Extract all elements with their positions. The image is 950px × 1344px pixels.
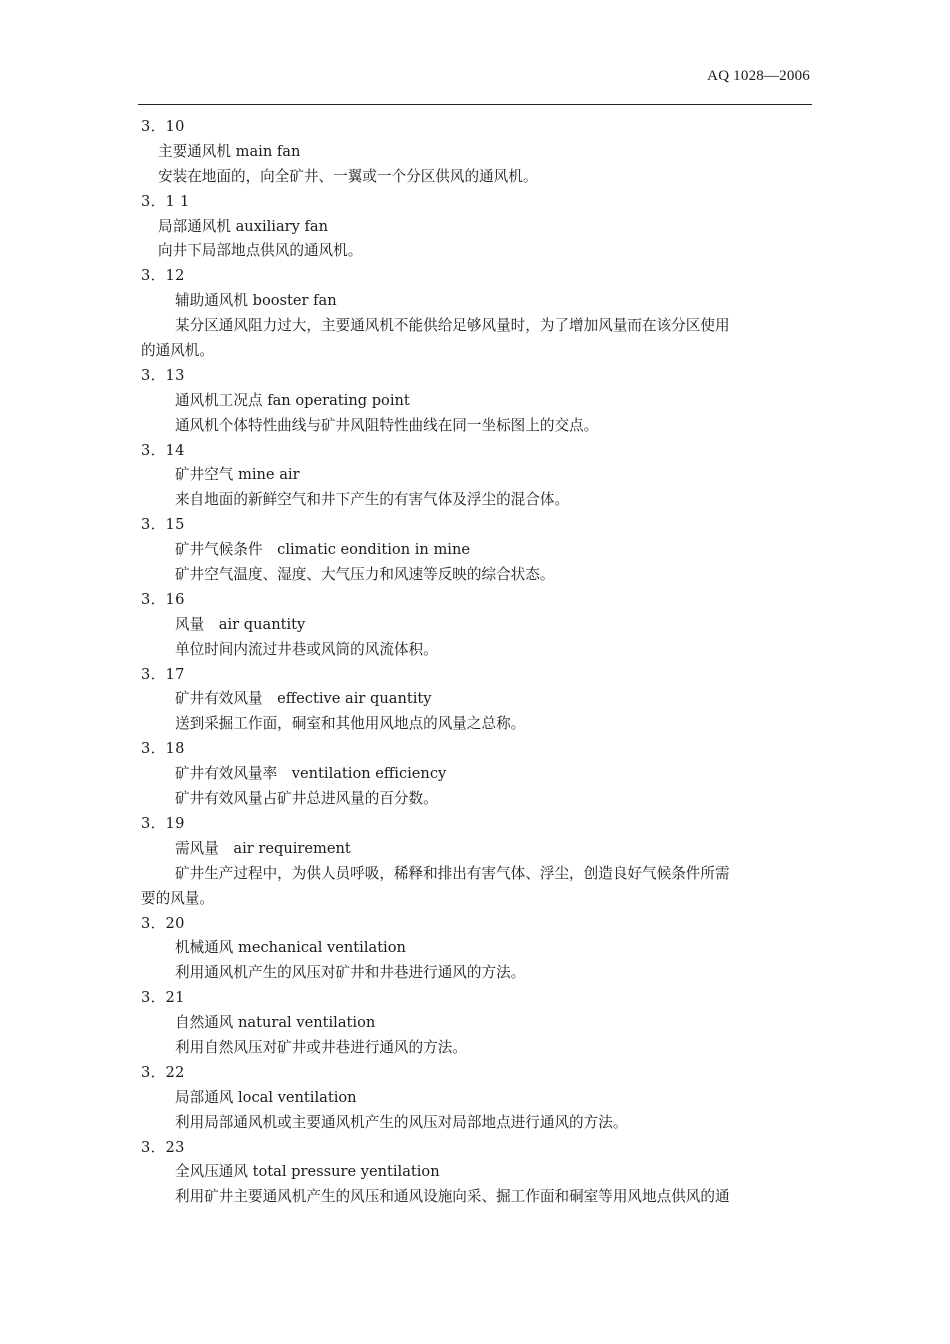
text-line: 利用通风机产生的风压对矿井和井巷进行通风的方法。 bbox=[175, 964, 526, 982]
text-line: 通风机工况点 fan operating point bbox=[175, 391, 410, 409]
text-line: 矿井有效风量率 ventilation efficiency bbox=[175, 765, 447, 783]
section-number: 3．14 bbox=[141, 441, 185, 459]
section-number: 3．13 bbox=[141, 366, 185, 384]
text-line: 矿井气候条件 climatic eondition in mine bbox=[175, 541, 470, 559]
text-line: 矿井空气温度、湿度、大气压力和风速等反映的综合状态。 bbox=[175, 566, 555, 584]
text-line: 送到采掘工作面，硐室和其他用风地点的风量之总称。 bbox=[175, 715, 526, 733]
text-line: 要的风量。 bbox=[141, 889, 214, 907]
section-number: 3．18 bbox=[141, 740, 185, 758]
section-number: 3．15 bbox=[141, 516, 185, 534]
text-line: 利用矿井主要通风机产生的风压和通风设施向采、掘工作面和硐室等用风地点供风的通 bbox=[175, 1188, 730, 1206]
document-code: AQ 1028—2006 bbox=[707, 68, 810, 84]
text-line: 安装在地面的，向全矿井、一翼或一个分区供风的通风机。 bbox=[158, 167, 538, 185]
text-line: 某分区通风阻力过大，主要通风机不能供给足够风量时，为了增加风量而在该分区使用 bbox=[175, 317, 730, 335]
document-body bbox=[141, 115, 813, 1210]
section-number: 3．22 bbox=[141, 1063, 185, 1081]
text-line: 风量 air quantity bbox=[175, 615, 306, 633]
text-line: 的通风机。 bbox=[141, 342, 214, 360]
text-line: 矿井有效风量占矿井总进风量的百分数。 bbox=[175, 790, 438, 808]
text-line: 矿井生产过程中，为供人员呼吸，稀释和排出有害气体、浮尘，创造良好气候条件所需 bbox=[175, 864, 730, 882]
text-line: 通风机个体特性曲线与矿井风阻特性曲线在同一坐标图上的交点。 bbox=[175, 416, 599, 434]
text-line: 全风压通风 total pressure yentilation bbox=[175, 1163, 440, 1181]
text-line: 局部通风机 auxiliary fan bbox=[158, 217, 329, 235]
section-number: 3．1 1 bbox=[141, 192, 190, 210]
section-number: 3．20 bbox=[141, 914, 185, 932]
text-line: 单位时间内流过井巷或风筒的风流体积。 bbox=[175, 640, 438, 658]
text-line: 辅助通风机 booster fan bbox=[175, 292, 337, 310]
text-line: 需风量 air requirement bbox=[175, 839, 351, 857]
section-number: 3．10 bbox=[141, 118, 185, 135]
text-line: 来自地面的新鲜空气和井下产生的有害气体及浮尘的混合体。 bbox=[175, 491, 570, 509]
text-line: 矿井有效风量 effective air quantity bbox=[175, 690, 432, 708]
text-line: 自然通风 natural ventilation bbox=[175, 1014, 376, 1032]
section-number: 3．19 bbox=[141, 814, 185, 832]
section-number: 3．21 bbox=[141, 989, 185, 1007]
text-line: 局部通风 local ventilation bbox=[175, 1088, 357, 1106]
text-line: 利用自然风压对矿井或井巷进行通风的方法。 bbox=[175, 1038, 467, 1056]
text-line: 矿井空气 mine air bbox=[175, 466, 300, 484]
section-number: 3．17 bbox=[141, 665, 185, 683]
section-number: 3．12 bbox=[141, 267, 185, 285]
section-number: 3．16 bbox=[141, 590, 185, 608]
header-divider bbox=[138, 104, 812, 105]
text-line: 利用局部通风机或主要通风机产生的风压对局部地点进行通风的方法。 bbox=[175, 1113, 628, 1131]
text-line: 向井下局部地点供风的通风机。 bbox=[158, 242, 363, 260]
text-line: 机械通风 mechanical ventilation bbox=[175, 939, 406, 957]
section-number: 3．23 bbox=[141, 1138, 185, 1156]
text-line: 主要通风机 main fan bbox=[158, 142, 301, 160]
